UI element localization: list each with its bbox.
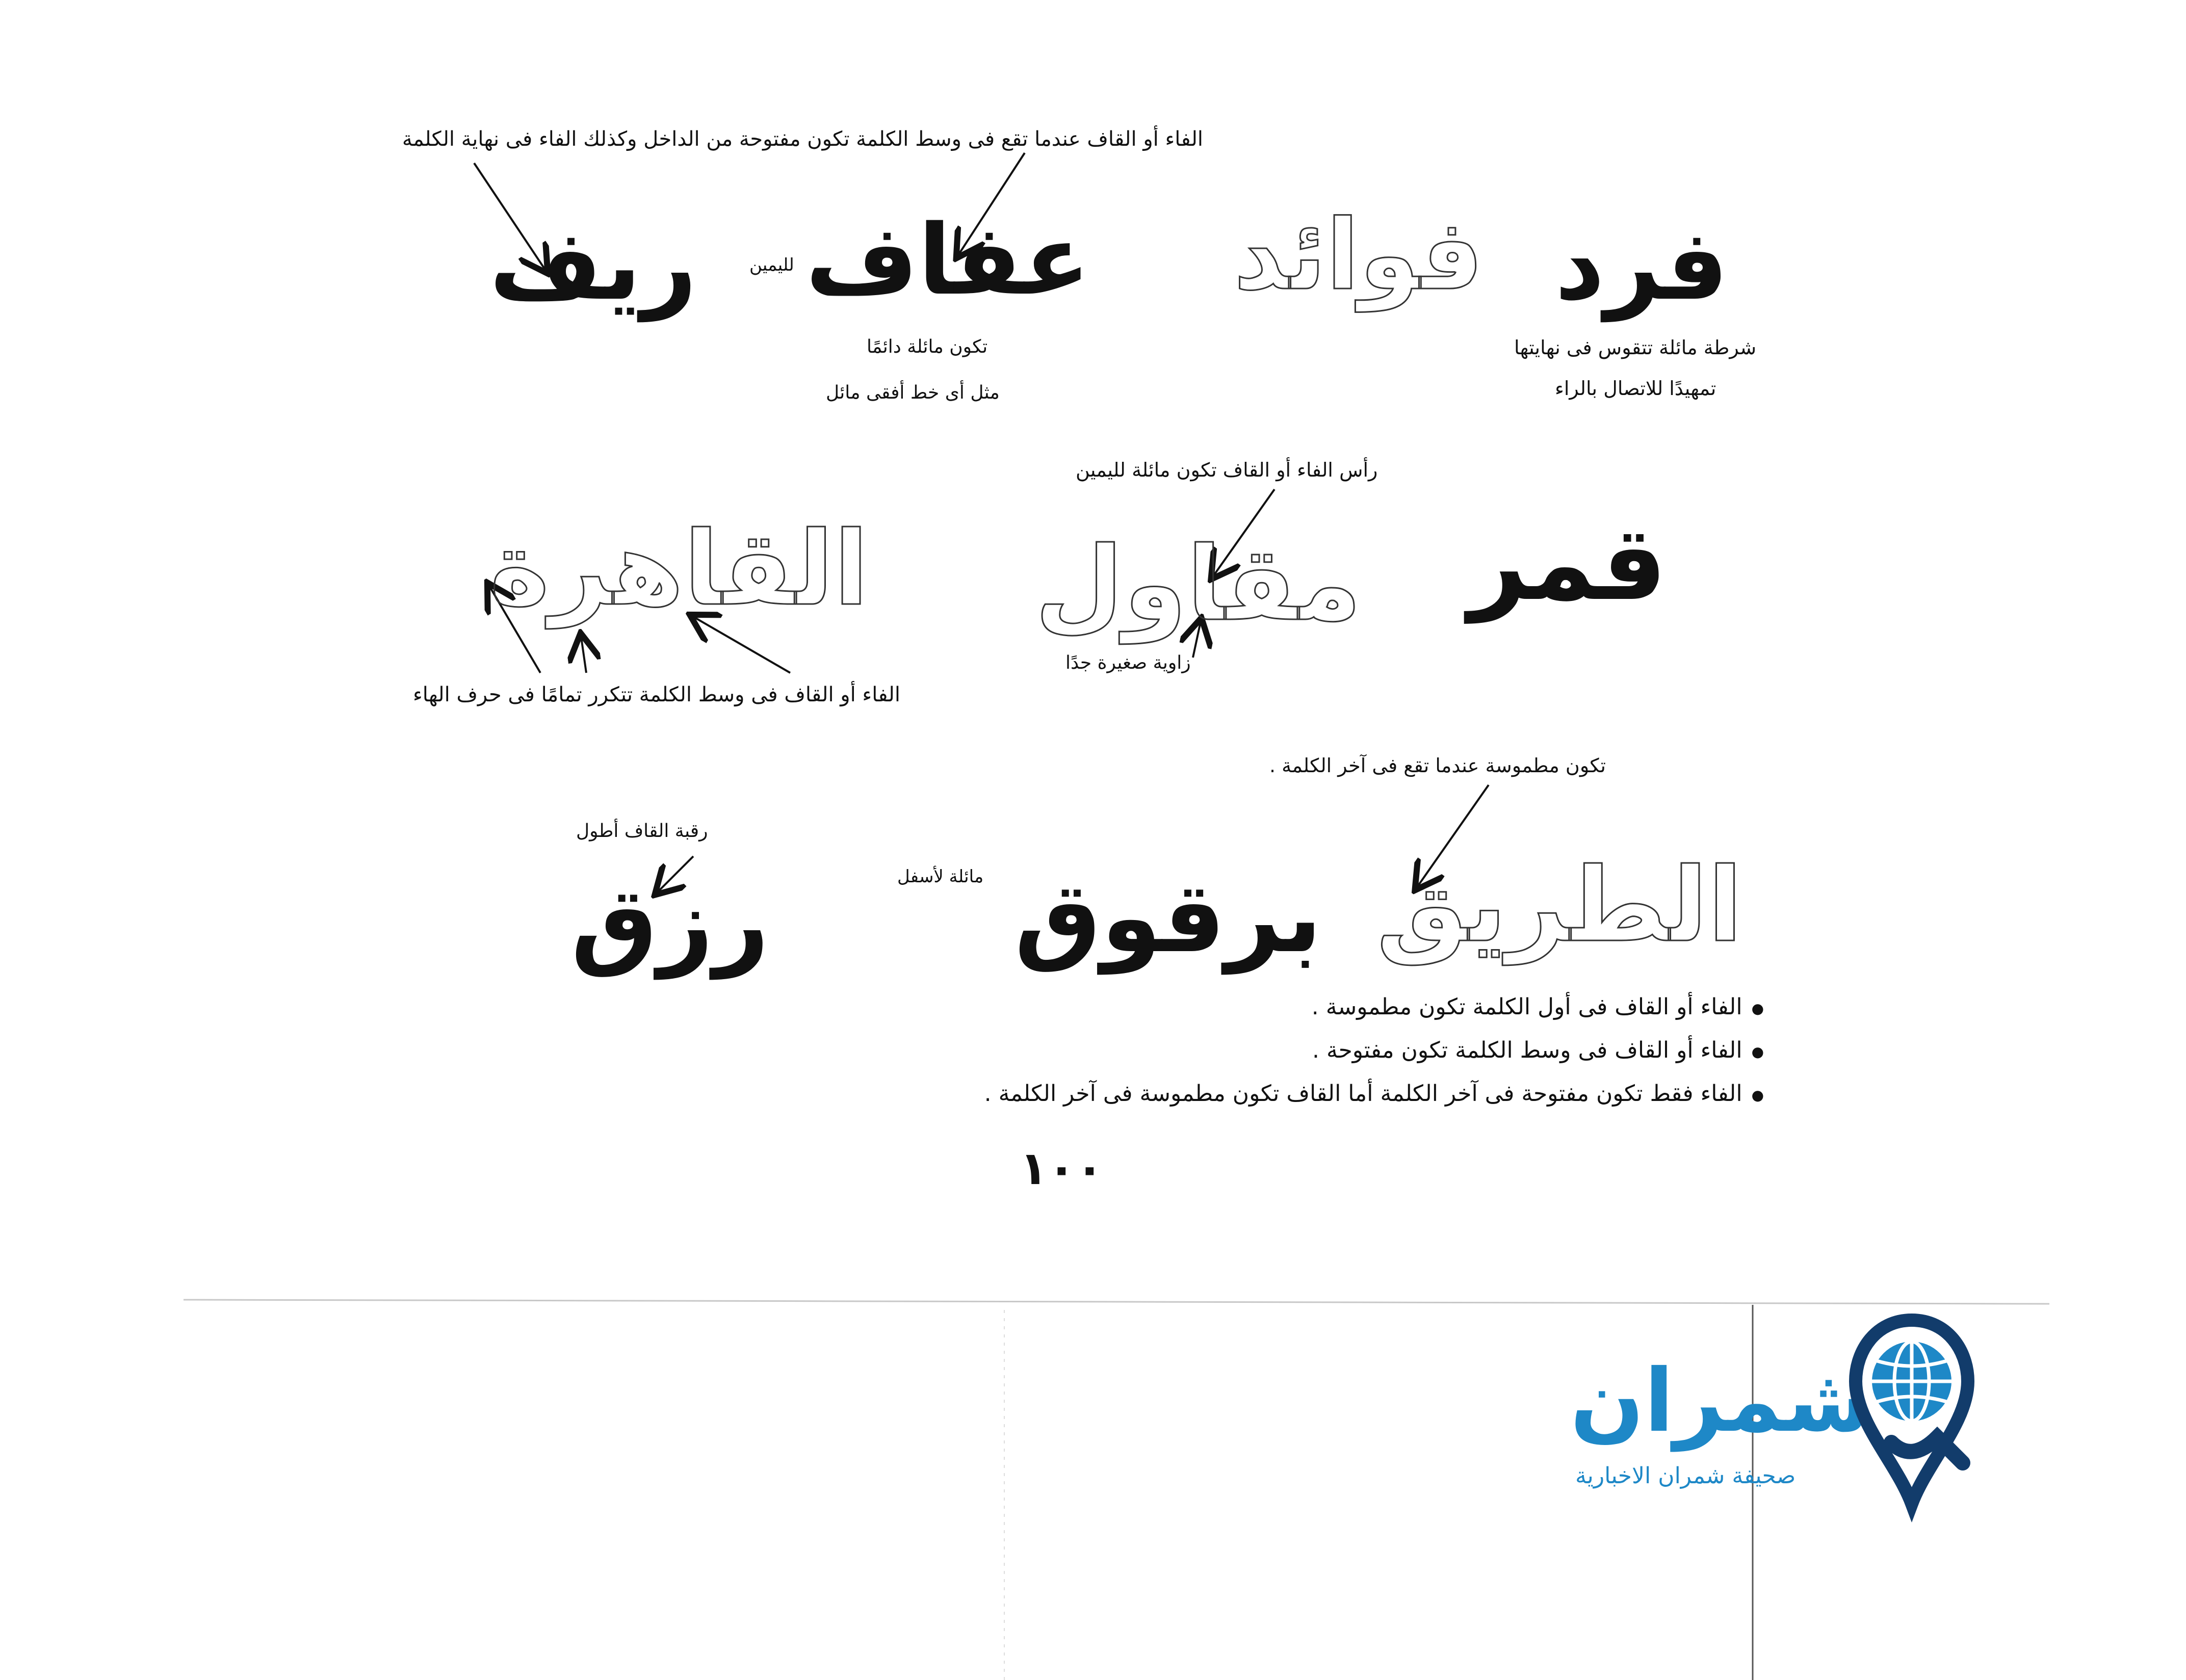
rule-item: ● الفاء فقط تكون مفتوحة فى آخر الكلمة أما القاف تكون مطموسة فى آخر الكلمة . — [1071, 1081, 1764, 1107]
rule-item: ● الفاء أو القاف فى أول الكلمة تكون مطموسة . — [1071, 994, 1764, 1020]
note-shurta-1: شرطة مائلة تتقوس فى نهايتها — [1514, 336, 1757, 359]
note-ras: رأس الفاء أو القاف تكون مائلة لليمين — [1076, 459, 1378, 481]
rules-list — [984, 994, 1764, 1124]
site-logo — [1570, 1310, 1998, 1524]
word-rif: ريف — [489, 209, 697, 322]
note-matmusa: تكون مطموسة عندما تقع فى آخر الكلمة . — [1269, 754, 1606, 777]
globe-pin-icon — [1835, 1310, 1988, 1524]
word-tariq: الطريق — [1376, 846, 1743, 965]
word-fard: فرد — [1555, 209, 1729, 322]
note-zawiya: زاوية صغيرة جدًا — [1065, 652, 1191, 673]
logo-tagline: صحيفة شمران الاخبارية — [1575, 1463, 1796, 1489]
word-burqa: برقوق — [1014, 861, 1322, 974]
word-qahira: القاهرة — [489, 510, 869, 628]
word-qamar: قمر — [1468, 505, 1667, 623]
note-shurta-2: تمهيدًا للاتصال بالراء — [1555, 377, 1716, 400]
note-maila-asfal: مائلة لأسفل — [897, 867, 984, 887]
note-raqaba: رقبة القاف أطول — [576, 821, 708, 842]
word-rizq: رزق — [571, 867, 769, 979]
word-fawaid: فوائد — [1234, 199, 1484, 311]
note-takrar: الفاء أو القاف فى وسط الكلمة تتكرر تمامًا فى حرف الهاء — [413, 683, 900, 706]
note-mithl: مثل أى خط أفقى مائل — [826, 382, 1000, 403]
logo-name: شمران — [1570, 1351, 1871, 1452]
rule-item: ● الفاء أو القاف فى وسط الكلمة تكون مفتوحة . — [1071, 1037, 1764, 1063]
note-mail-daima: تكون مائلة دائمًا — [867, 336, 988, 357]
page-number: ١٠٠ — [1020, 1142, 1104, 1195]
word-muqawil: مقاول — [1035, 525, 1362, 644]
word-afaf: عفاف — [805, 204, 1090, 317]
note-lilyamin: لليمين — [749, 255, 794, 275]
note-middle-open: الفاء أو القاف عندما تقع فى وسط الكلمة تكون مفتوحة من الداخل وكذلك الفاء فى نهاية الكلمة — [402, 127, 1203, 151]
